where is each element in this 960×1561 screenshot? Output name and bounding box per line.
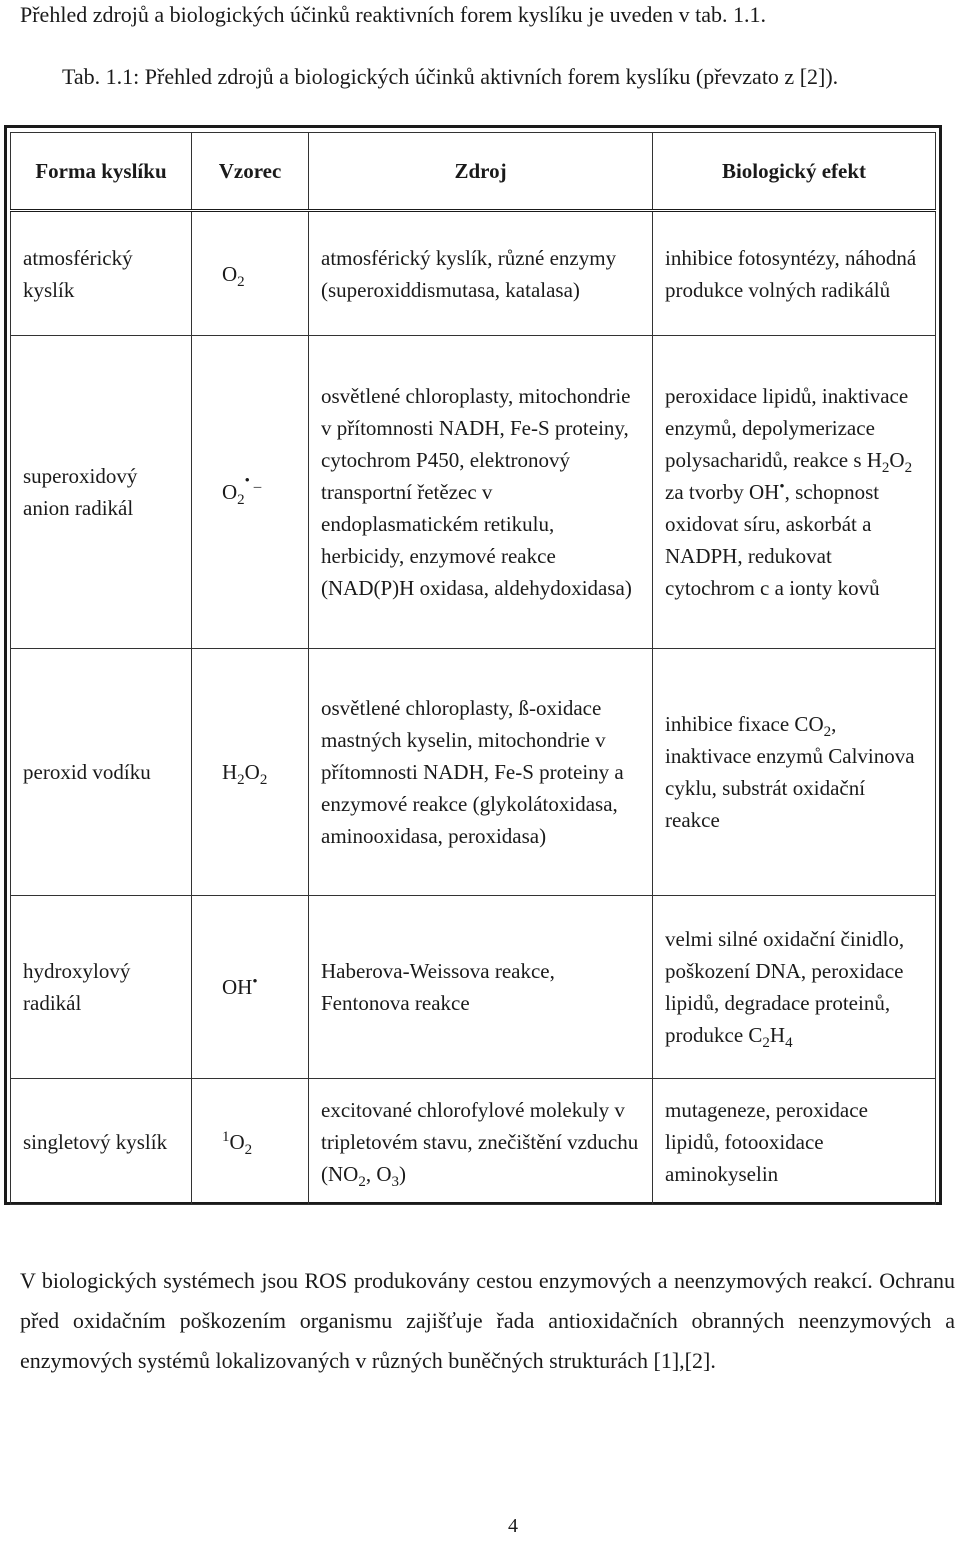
cell-form: singletový kyslík bbox=[11, 1079, 192, 1205]
cell-form: hydroxylový radikál bbox=[11, 896, 192, 1079]
table-row bbox=[11, 1079, 936, 1205]
table-row bbox=[11, 649, 936, 896]
cell-effect: peroxidace lipidů, inaktivace enzymů, depolymerizace polysacharidů, reakce s $H_2O_2$ za tvorby OH•, schopnost oxidovat síru, askorbát a NADPH, redukovat cytochrom c a ionty kovů bbox=[653, 336, 936, 649]
cell-form: superoxidový anion radikál bbox=[11, 336, 192, 649]
header-effect: Biologický efekt bbox=[653, 133, 936, 211]
cell-formula: $H_2O_2$ bbox=[192, 649, 309, 896]
cell-source: osvětlené chloroplasty, mitochondrie v přítomnosti NADH, Fe-S proteiny, cytochrom P450, elektronový transportní řetězec v endoplasmatickém retikulu, herbicidy, enzymové reakce (NAD(P)H oxidasa, aldehydoxidasa) bbox=[309, 336, 653, 649]
body-paragraph: V biologických systémech jsou ROS produkovány cestou enzymových a neenzymových reakcí. Ochranu před oxidačním poškozením organismu zajišťuje řada antioxidačních obranných neenzymových a enzymových systémů lokalizovaných v různých buněčných strukturách [1],[2]. bbox=[20, 1268, 955, 1373]
cell-source: osvětlené chloroplasty, ß-oxidace mastných kyselin, mitochondrie v přítomnosti NADH, Fe-S proteiny a enzymové reakce (glykolátoxidasa, aminooxidasa, peroxidasa) bbox=[309, 649, 653, 896]
table-row bbox=[11, 896, 936, 1079]
cell-formula: $O_2$ bbox=[192, 211, 309, 336]
cell-source: Haberova-Weissova reakce, Fentonova reakce bbox=[309, 896, 653, 1079]
page-number: 4 bbox=[508, 1515, 518, 1537]
cell-form: atmosférický kyslík bbox=[11, 211, 192, 336]
cell-formula: $^1O_2$ bbox=[192, 1079, 309, 1205]
intro-text: Přehled zdrojů a biologických účinků reaktivních forem kyslíku je uveden v tab. 1.1. bbox=[20, 2, 766, 27]
ros-table-frame bbox=[4, 125, 942, 1205]
table-row bbox=[11, 336, 936, 649]
cell-formula: $O_2^{^• -}$ bbox=[192, 336, 309, 649]
table-caption: Tab. 1.1: Přehled zdrojů a biologických účinků aktivních forem kyslíku (převzato z [2]). bbox=[62, 64, 839, 89]
cell-source: excitované chlorofylové molekuly v tripletovém stavu, znečištění vzduchu ($NO_2$, $O_3$) bbox=[309, 1079, 653, 1205]
header-form: Forma kyslíku bbox=[11, 133, 192, 211]
cell-source: atmosférický kyslík, různé enzymy (superoxiddismutasa, katalasa) bbox=[309, 211, 653, 336]
cell-effect: velmi silné oxidační činidlo, poškození DNA, peroxidace lipidů, degradace proteinů, produkce $C_2H_4$ bbox=[653, 896, 936, 1079]
cell-formula: OH• bbox=[192, 896, 309, 1079]
cell-effect: inhibice fotosyntézy, náhodná produkce volných radikálů bbox=[653, 211, 936, 336]
header-formula: Vzorec bbox=[192, 133, 309, 211]
ros-table bbox=[10, 132, 936, 1205]
cell-effect: mutageneze, peroxidace lipidů, fotooxidace aminokyselin bbox=[653, 1079, 936, 1205]
cell-effect: inhibice fixace $CO_2$, inaktivace enzymů Calvinova cyklu, substrát oxidační reakce bbox=[653, 649, 936, 896]
table-header-row bbox=[11, 133, 936, 211]
table-row bbox=[11, 211, 936, 336]
cell-form: peroxid vodíku bbox=[11, 649, 192, 896]
header-source: Zdroj bbox=[309, 133, 653, 211]
